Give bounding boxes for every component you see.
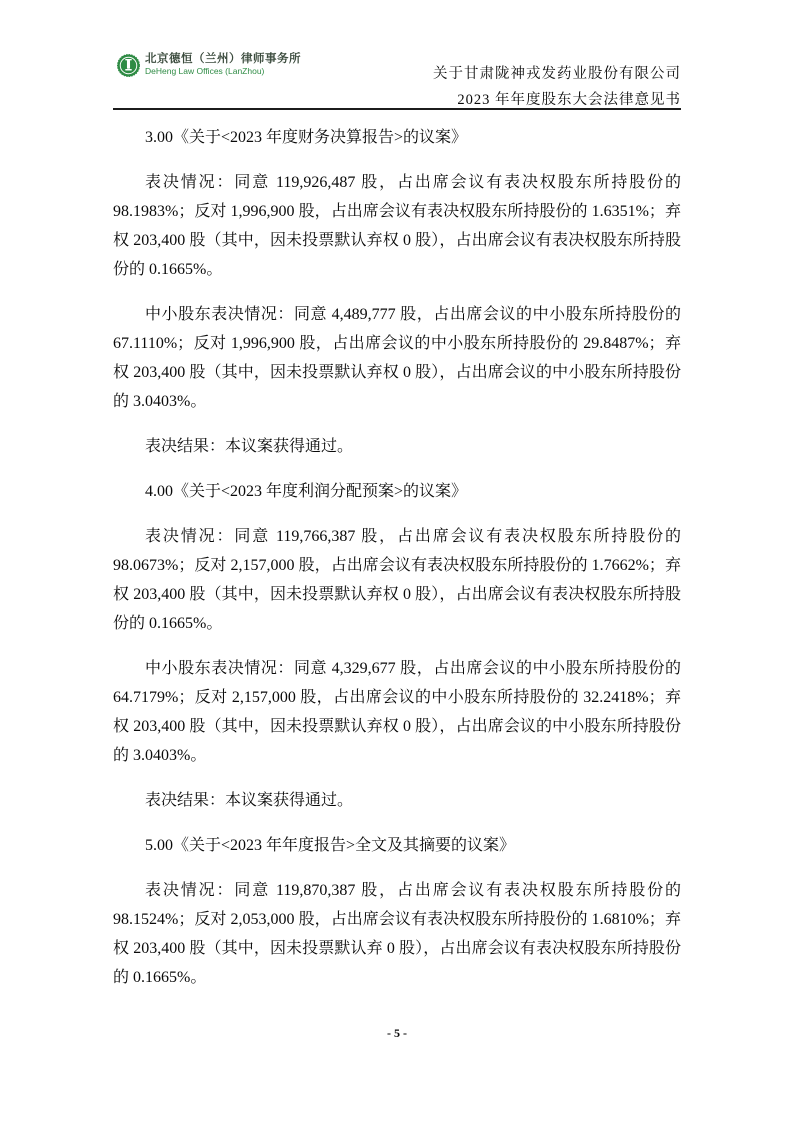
header-divider-rule bbox=[113, 108, 681, 110]
doc-title-line2: 2023 年年度股东大会法律意见书 bbox=[457, 92, 681, 108]
page-number: - 5 - bbox=[387, 1026, 407, 1040]
proposal-heading: 3.00《关于<2023 年度财务决算报告>的议案》 bbox=[145, 129, 468, 146]
paragraph-minority-voting: 中小股东表决情况：同意 4,329,677 股，占出席会议的中小股东所持股份的 64.7179%；反对 2,157,000 股，占出席会议的中小股东所持股份的 32.2418%；弃权 203,400 股（其中，因未投票默认弃权 0 股），占出席会议的中小股东所持股份的 3.0403%。 bbox=[113, 660, 681, 764]
firm-name-en: DeHeng Law Offices (LanZhou) bbox=[145, 65, 265, 76]
paragraph-voting-result: 表决情况：同意 119,766,387 股，占出席会议有表决权股东所持股份的 98.0673%；反对 2,157,000 股，占出席会议有表决权股东所持股份的 1.7662%；弃权 203,400 股（其中，因未投票默认弃权 0 股），占出席会议有表决权股东所持股份的 0.1665%。 bbox=[113, 528, 681, 632]
paragraph-resolution: 表决结果：本议案获得通过。 bbox=[145, 792, 354, 809]
proposal-heading: 4.00《关于<2023 年度利润分配预案>的议案》 bbox=[145, 483, 468, 500]
firm-name-cn: 北京德恒（兰州）律师事务所 bbox=[145, 53, 301, 65]
law-firm-logo-block bbox=[117, 53, 301, 77]
firm-names bbox=[145, 53, 301, 76]
paragraph-minority-voting: 中小股东表决情况：同意 4,489,777 股，占出席会议的中小股东所持股份的 67.1110%；反对 1,996,900 股，占出席会议的中小股东所持股份的 29.8487%；弃权 203,400 股（其中，因未投票默认弃权 0 股），占出席会议的中小股东所持股份的 3.0403%。 bbox=[113, 306, 681, 410]
document-body bbox=[113, 119, 681, 992]
deheng-seal-icon bbox=[117, 54, 140, 77]
doc-title-line1: 关于甘肃陇神戎发药业股份有限公司 bbox=[433, 66, 681, 82]
paragraph-voting-result: 表决情况：同意 119,870,387 股，占出席会议有表决权股东所持股份的 98.1524%；反对 2,053,000 股，占出席会议有表决权股东所持股份的 1.6810%；弃权 203,400 股（其中，因未投票默认弃 0 股），占出席会议有表决权股东所持股份的 0.1665%。 bbox=[113, 882, 681, 986]
paragraph-resolution: 表决结果：本议案获得通过。 bbox=[145, 438, 354, 455]
proposal-heading: 5.00《关于<2023 年年度报告>全文及其摘要的议案》 bbox=[145, 837, 516, 854]
paragraph-voting-result: 表决情况：同意 119,926,487 股，占出席会议有表决权股东所持股份的 98.1983%；反对 1,996,900 股，占出席会议有表决权股东所持股份的 1.6351%；弃权 203,400 股（其中，因未投票默认弃权 0 股），占出席会议有表决权股东所持股份的 0.1665%。 bbox=[113, 174, 681, 278]
